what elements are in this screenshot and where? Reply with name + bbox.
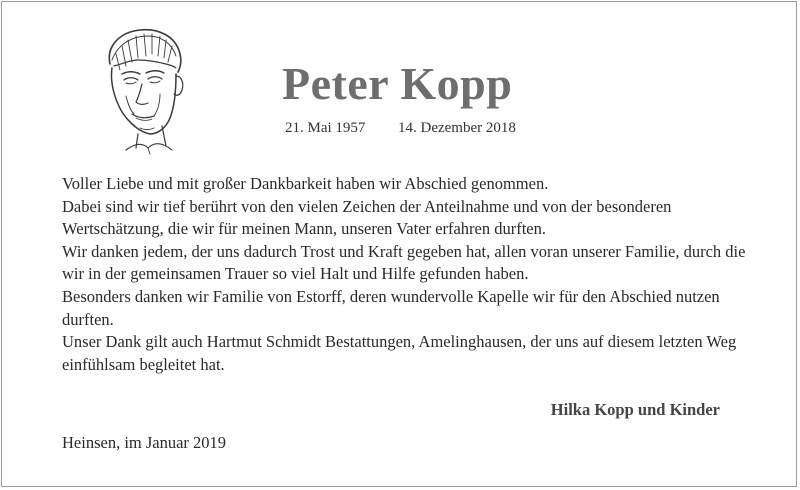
paragraph: Unser Dank gilt auch Hartmut Schmidt Bestattungen, Amelinghausen, der uns auf diesem letzten Weg einfühlsam begleitet hat. [62, 332, 737, 374]
paragraph: Besonders danken wir Familie von Estorff, deren wundervolle Kapelle wir für den Abschied nutzen durften. [62, 286, 720, 329]
paragraph: Wir danken jedem, der uns dadurch Trost und Kraft gegeben hat, allen voran unserer Familie, durch die wir in der gemeinsamen Trauer so viel Halt und Hilfe gefunden haben. [62, 241, 746, 284]
place-date: Heinsen, im Januar 2019 [62, 433, 227, 452]
paragraph: Voller Liebe und mit großer Dankbarkeit haben wir Abschied genommen. [62, 174, 549, 193]
portrait-sketch-icon [96, 24, 192, 156]
notice-body [62, 173, 762, 376]
death-date: 14. Dezember 2018 [398, 120, 516, 136]
signature: Hilka Kopp und Kinder [550, 400, 720, 419]
deceased-name: Peter Kopp [282, 58, 513, 109]
paragraph: Dabei sind wir tief berührt von den vielen Zeichen der Anteilnahme und von der besonderen Wertschätzung, die wir für meinen Mann, unseren Vater erfahren durften. [62, 196, 672, 239]
birth-date: 21. Mai 1957 [285, 120, 366, 136]
